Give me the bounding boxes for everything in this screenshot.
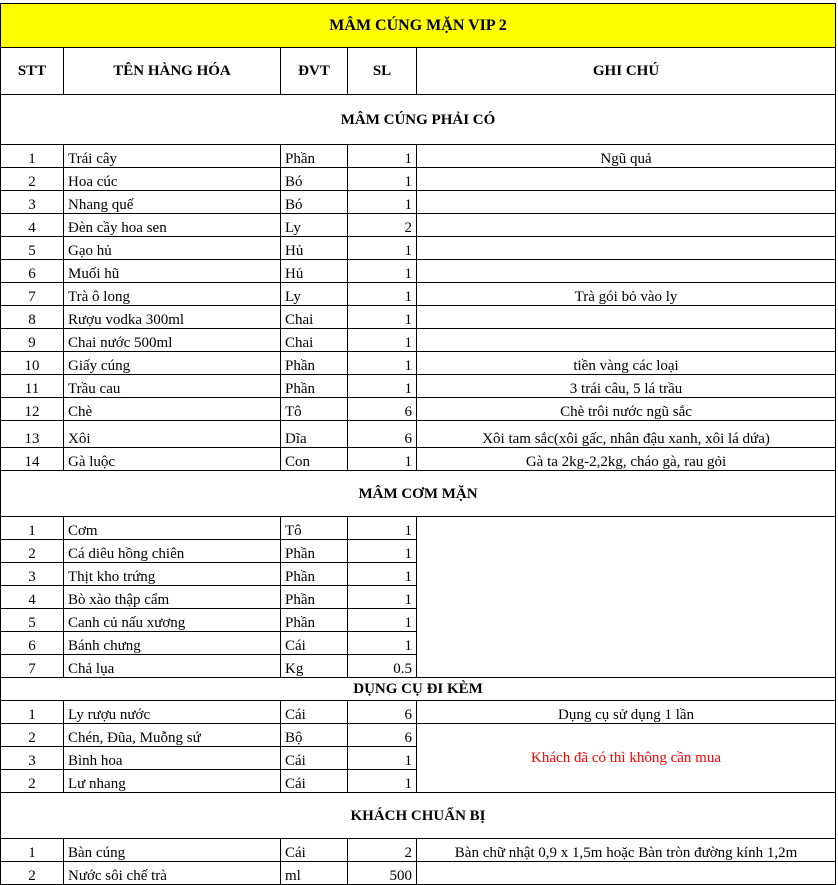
table-row (1, 398, 836, 421)
row-note: Xôi tam sắc(xôi gấc, nhân đậu xanh, xôi lá dứa) (417, 421, 836, 448)
row-item-name: Bánh chưng (64, 632, 281, 655)
row-item-name: Bò xào thập cẩm (64, 586, 281, 609)
row-unit: Phần (281, 563, 348, 586)
row-quantity: 1 (348, 586, 417, 609)
row-stt: 1 (1, 145, 64, 168)
row-item-name: Xôi (64, 421, 281, 448)
row-item-name: Chai nước 500ml (64, 329, 281, 352)
row-unit: Kg (281, 655, 348, 678)
row-stt: 4 (1, 586, 64, 609)
row-quantity: 1 (348, 517, 417, 540)
section-title: MÂM CÚNG PHẢI CÓ (1, 95, 836, 145)
row-item-name: Trầu cau (64, 375, 281, 398)
row-stt: 6 (1, 260, 64, 283)
row-stt: 3 (1, 191, 64, 214)
row-note (417, 237, 836, 260)
table-row (1, 517, 836, 540)
row-unit: Tô (281, 398, 348, 421)
row-unit: Cái (281, 701, 348, 724)
row-unit: Ly (281, 214, 348, 237)
row-unit: Chai (281, 329, 348, 352)
section-title: DỤNG CỤ ĐI KÈM (1, 678, 836, 701)
product-table (0, 3, 836, 885)
row-item-name: Nhang quế (64, 191, 281, 214)
table-row (1, 214, 836, 237)
row-quantity: 1 (348, 168, 417, 191)
table-row (1, 448, 836, 471)
row-note: Ngũ quả (417, 145, 836, 168)
section-title: KHÁCH CHUẨN BỊ (1, 793, 836, 839)
section-title: MÂM CƠM MẶN (1, 471, 836, 517)
header-note: GHI CHÚ (417, 48, 836, 95)
row-stt: 6 (1, 632, 64, 655)
row-quantity: 6 (348, 398, 417, 421)
row-stt: 10 (1, 352, 64, 375)
row-item-name: Trà ô long (64, 283, 281, 306)
row-stt: 3 (1, 563, 64, 586)
table-row (1, 329, 836, 352)
row-quantity: 1 (348, 770, 417, 793)
title-row (1, 4, 836, 48)
section-row (1, 678, 836, 701)
row-note (417, 168, 836, 191)
row-stt: 2 (1, 862, 64, 885)
row-unit: Bó (281, 191, 348, 214)
row-item-name: Bình hoa (64, 747, 281, 770)
row-stt: 13 (1, 421, 64, 448)
table-row (1, 145, 836, 168)
row-quantity: 1 (348, 448, 417, 471)
table-row (1, 352, 836, 375)
row-quantity: 1 (348, 375, 417, 398)
row-quantity: 1 (348, 283, 417, 306)
row-item-name: Gạo hủ (64, 237, 281, 260)
row-quantity: 1 (348, 145, 417, 168)
row-stt: 14 (1, 448, 64, 471)
row-item-name: Canh củ nấu xương (64, 609, 281, 632)
row-stt: 8 (1, 306, 64, 329)
table-row (1, 375, 836, 398)
row-item-name: Chén, Đũa, Muỗng sứ (64, 724, 281, 747)
row-note (417, 862, 836, 885)
row-unit: Bộ (281, 724, 348, 747)
row-unit: Cái (281, 770, 348, 793)
row-stt: 2 (1, 724, 64, 747)
header-unit: ĐVT (281, 48, 348, 95)
row-quantity: 2 (348, 839, 417, 862)
row-stt: 1 (1, 517, 64, 540)
row-unit: Phần (281, 352, 348, 375)
row-stt: 3 (1, 747, 64, 770)
row-quantity: 1 (348, 632, 417, 655)
row-stt: 2 (1, 540, 64, 563)
row-unit: Phần (281, 375, 348, 398)
row-item-name: Chả lụa (64, 655, 281, 678)
row-stt: 1 (1, 839, 64, 862)
row-item-name: Thịt kho trứng (64, 563, 281, 586)
row-quantity: 6 (348, 724, 417, 747)
row-stt: 4 (1, 214, 64, 237)
row-note-merged: Khách đã có thì không cần mua (417, 724, 836, 793)
row-quantity: 0.5 (348, 655, 417, 678)
row-stt: 5 (1, 609, 64, 632)
row-note: 3 trái câu, 5 lá trầu (417, 375, 836, 398)
row-item-name: Nước sôi chế trà (64, 862, 281, 885)
row-item-name: Ly rượu nước (64, 701, 281, 724)
row-item-name: Cá diêu hồng chiên (64, 540, 281, 563)
row-unit: Ly (281, 283, 348, 306)
row-item-name: Cơm (64, 517, 281, 540)
row-unit: Hủ (281, 237, 348, 260)
row-quantity: 1 (348, 563, 417, 586)
table-row (1, 701, 836, 724)
row-quantity: 1 (348, 191, 417, 214)
row-stt: 11 (1, 375, 64, 398)
row-item-name: Gà luộc (64, 448, 281, 471)
sheet-title: MÂM CÚNG MẶN VIP 2 (1, 4, 836, 48)
row-quantity: 6 (348, 701, 417, 724)
row-stt: 12 (1, 398, 64, 421)
row-stt: 7 (1, 655, 64, 678)
row-quantity: 1 (348, 352, 417, 375)
row-stt: 2 (1, 168, 64, 191)
header-stt: STT (1, 48, 64, 95)
table-row (1, 283, 836, 306)
row-note (417, 517, 836, 678)
row-item-name: Rượu vodka 300ml (64, 306, 281, 329)
row-stt: 9 (1, 329, 64, 352)
row-quantity: 1 (348, 329, 417, 352)
row-quantity: 1 (348, 540, 417, 563)
row-note (417, 214, 836, 237)
table-row (1, 191, 836, 214)
row-stt: 1 (1, 701, 64, 724)
row-stt: 2 (1, 770, 64, 793)
row-note: Dụng cụ sử dụng 1 lần (417, 701, 836, 724)
header-row (1, 48, 836, 95)
row-unit: Cái (281, 839, 348, 862)
row-unit: Hủ (281, 260, 348, 283)
row-note: tiền vàng các loại (417, 352, 836, 375)
row-item-name: Giấy cúng (64, 352, 281, 375)
row-note (417, 306, 836, 329)
table-row (1, 237, 836, 260)
row-quantity: 1 (348, 306, 417, 329)
header-qty: SL (348, 48, 417, 95)
row-quantity: 1 (348, 237, 417, 260)
row-unit: Phần (281, 586, 348, 609)
row-unit: Dĩa (281, 421, 348, 448)
row-item-name: Đèn cầy hoa sen (64, 214, 281, 237)
row-unit: Phần (281, 145, 348, 168)
section-row (1, 95, 836, 145)
table-row (1, 306, 836, 329)
table-row (1, 168, 836, 191)
row-item-name: Lư nhang (64, 770, 281, 793)
row-unit: Bó (281, 168, 348, 191)
row-quantity: 6 (348, 421, 417, 448)
section-row (1, 793, 836, 839)
row-item-name: Trái cây (64, 145, 281, 168)
row-quantity: 1 (348, 609, 417, 632)
header-name: TÊN HÀNG HÓA (64, 48, 281, 95)
table-row (1, 724, 836, 747)
row-note: Chè trôi nước ngũ sắc (417, 398, 836, 421)
row-unit: Con (281, 448, 348, 471)
row-unit: Cái (281, 632, 348, 655)
row-item-name: Muối hũ (64, 260, 281, 283)
row-stt: 5 (1, 237, 64, 260)
row-unit: Cái (281, 747, 348, 770)
row-unit: ml (281, 862, 348, 885)
row-note (417, 260, 836, 283)
row-unit: Chai (281, 306, 348, 329)
table-row (1, 260, 836, 283)
row-item-name: Bàn cúng (64, 839, 281, 862)
row-item-name: Chè (64, 398, 281, 421)
row-quantity: 1 (348, 747, 417, 770)
row-note: Gà ta 2kg-2,2kg, cháo gà, rau gỏi (417, 448, 836, 471)
table-row (1, 421, 836, 448)
row-unit: Tô (281, 517, 348, 540)
row-unit: Phần (281, 609, 348, 632)
row-item-name: Hoa cúc (64, 168, 281, 191)
row-note: Trà gói bỏ vào ly (417, 283, 836, 306)
row-note: Bàn chữ nhật 0,9 x 1,5m hoặc Bàn tròn đường kính 1,2m (417, 839, 836, 862)
row-quantity: 500 (348, 862, 417, 885)
table-row (1, 862, 836, 885)
row-note (417, 191, 836, 214)
section-row (1, 471, 836, 517)
row-unit: Phần (281, 540, 348, 563)
row-quantity: 1 (348, 260, 417, 283)
row-quantity: 2 (348, 214, 417, 237)
table-row (1, 839, 836, 862)
row-stt: 7 (1, 283, 64, 306)
row-note (417, 329, 836, 352)
